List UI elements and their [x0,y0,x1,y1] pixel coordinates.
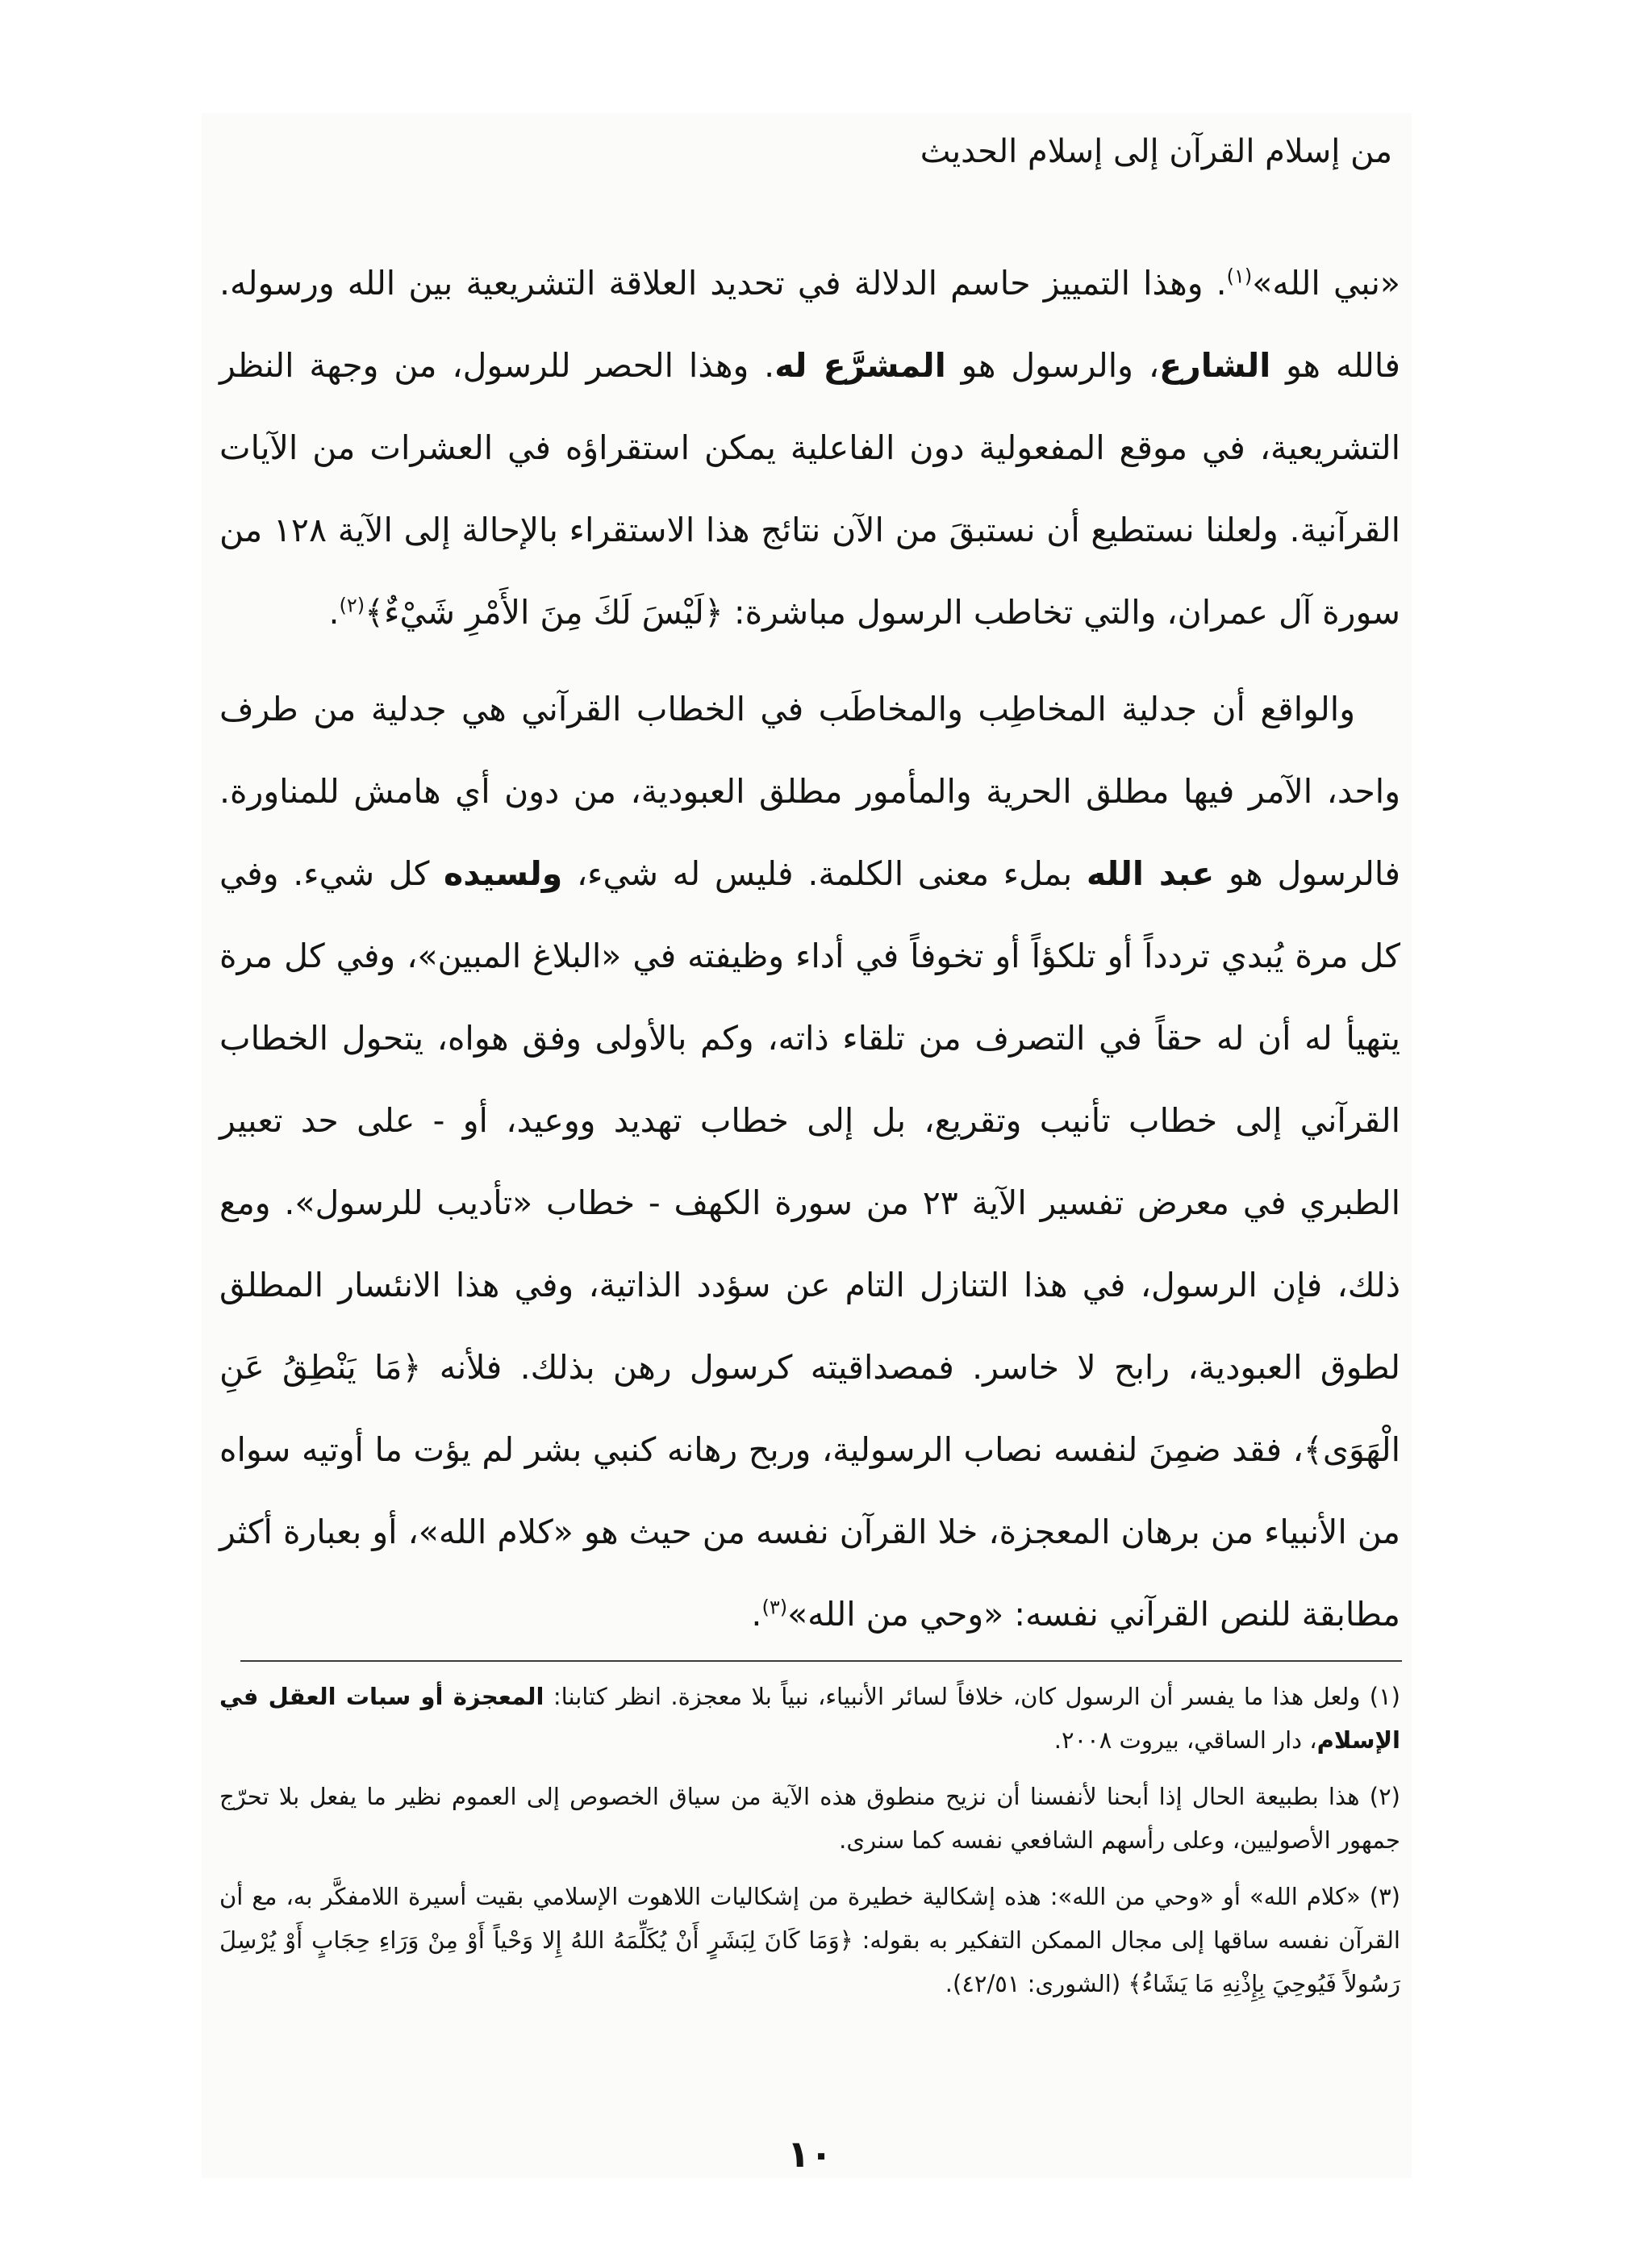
paragraph-2 [219,668,1400,1655]
text-span: والواقع أن جدلية المخاطِب والمخاطَب في الخطاب القرآني هي جدلية من طرف واحد، الآمر فيها مطلق الحرية والمأمور مطلق العبودية، من دون أي هامش للمناورة. فالرسول هو [219,690,1401,893]
footnote-separator [240,1660,1402,1662]
footnote-3: (٣) «كلام الله» أو «وحي من الله»: هذه إشكالية خطيرة من إشكاليات اللاهوت الإسلامي بقيت أسيرة اللامفكَّر به، مع أن القرآن نفسه ساقها إلى مجال الممكن التفكير به بقوله: ﴿وَمَا كَانَ لِبَشَرٍ أَنْ يُكَلِّمَهُ اللهُ إِلا وَحْياً أَوْ مِنْ وَرَاءِ حِجَابٍ أَوْ يُرْسِلَ رَسُولاً فَيُوحِيَ بِإِذْنِهِ مَا يَشَاءُ﴾ (الشورى: ٤٢/٥١). [219,1883,1400,1997]
paragraph-1 [219,242,1400,653]
bold-term: الشارع [1159,346,1271,385]
text-span: ، والرسول هو [945,346,1160,385]
text-span: كل شيء. وفي كل مرة يُبدي تردداً أو تلكؤاً أو تخوفاً في أداء وظيفته في «البلاغ المبين»، وفي كل مرة يتهيأ له أن له حقاً في التصرف من تلقاء ذاته، وكم بالأولى وفق هواه، يتحول الخطاب القرآني إلى خطاب تأنيب وتقريع، بل إلى خطاب تهديد ووعيد، أو - على حد تعبير الطبري في معرض تفسير الآية ٢٣ من سورة الكهف - خطاب «تأديب للرسول». ومع ذلك، فإن الرسول، في هذا التنازل التام عن سؤدد الذاتية، وفي هذا الانئسار المطلق لطوق العبودية، رابح لا خاسر. فمصداقيته كرسول رهن بذلك. فلأنه ﴿مَا يَنْطِقُ عَنِ الْهَوَى﴾، فقد ضمِنَ لنفسه نصاب الرسولية، وربح رهانه كنبي بشر لم يؤت ما أوتيه سواه من الأنبياء من برهان المعجزة، خلا القرآن نفسه من حيث هو «كلام الله»، أو بعبارة أكثر مطابقة للنص القرآني نفسه: «وحي من الله» [219,854,1400,1634]
running-header: من إسلام القرآن إلى إسلام الحديث [920,133,1392,170]
footnote-ref-3[interactable]: (٣) [761,1596,788,1619]
footnotes [219,1675,1400,2018]
text-span: ، دار الساقي، بيروت ٢٠٠٨. [1053,1726,1317,1754]
text-span: . وهذا الحصر للرسول، من وجهة النظر التشريعية، في موقع المفعولية دون الفاعلية يمكن استقراؤه في العشرات من الآيات القرآنية. ولعلنا نستطيع أن نستبقَ من الآن نتائج هذا الاستقراء بالإحالة إلى الآية ١٢٨ من سورة آل عمران، والتي تخاطب الرسول مباشرة: ﴿لَيْسَ لَكَ مِنَ الأَمْرِ شَيْءٌ﴾ [219,346,1400,632]
text-span: . [328,593,340,632]
bold-term: عبد الله [1086,854,1215,893]
footnote-1 [219,1675,1400,1762]
bold-term: ولسيده [444,854,563,893]
text-span: «نبي الله» [1252,264,1400,303]
text-span: بملء معنى الكلمة. فليس له شيء، [562,854,1087,893]
footnote-2: (٢) هذا بطبيعة الحال إذا أبحنا لأنفسنا أن نزيح منطوق هذه الآية من سياق الخصوص إلى العموم نظير ما يفعل بلا تحرّج جمهور الأصوليين، وعلى رأسهم الشافعي نفسه كما سنرى. [219,1783,1400,1854]
footnote-ref-2[interactable]: (٢) [339,594,365,617]
page-number: ١٠ [786,2132,833,2176]
main-text [219,242,1400,1670]
footnote-ref-1[interactable]: (١) [1226,265,1253,288]
text-span: (١) ولعل هذا ما يفسر أن الرسول كان، خلافاً لسائر الأنبياء، نبياً بلا معجزة. انظر كتابنا: [544,1683,1400,1710]
text-span: . وهذا التمييز حاسم الدلالة في تحديد العلاقة التشريعية بين الله ورسوله. فالله هو [219,264,1401,385]
bold-term: المشرَّع له [774,346,946,385]
book-title: المعجزة أو سبات العقل في الإسلام [219,1683,1400,1754]
text-span: . [751,1595,762,1634]
